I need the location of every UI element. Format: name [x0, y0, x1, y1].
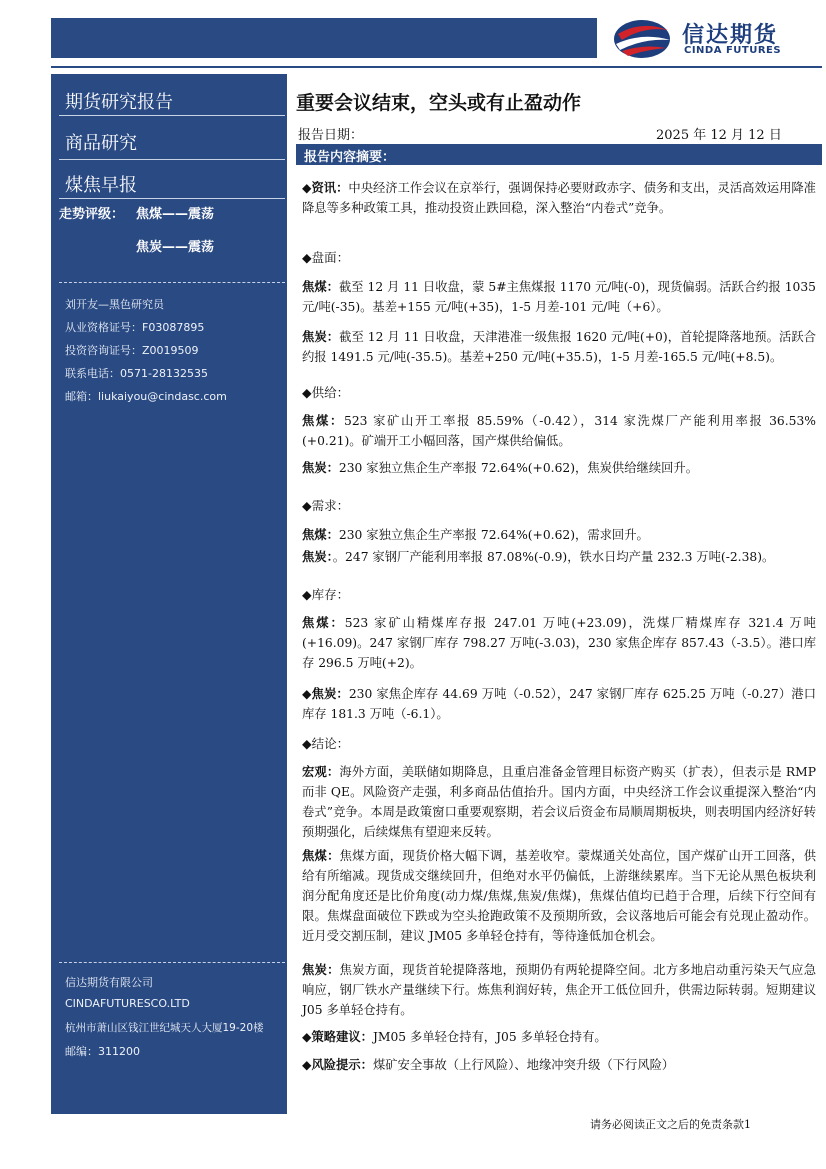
- header-divider: [51, 66, 822, 68]
- summary-heading: 报告内容摘要：: [304, 150, 396, 165]
- brand-name-en: CINDA FUTURES: [684, 45, 782, 56]
- report-date-label: 报告日期：: [298, 128, 364, 143]
- sidebar-divider: [59, 159, 285, 160]
- conclusion-coal-paragraph: 焦煤：焦煤方面，现货价格大幅下调，基差收窄。蒙煤通关处高位，国产煤矿山开工回落，供给有所缩减。现货成交继续回升，但绝对水平仍偏低，上游继续累库。当下无论从黑色板块利润分配角度还是比价角度(动力煤/焦煤,焦炭/焦煤)，焦煤估值均已趋于合理，后续下行空间有限。焦煤盘面破位下跌或为空头抢跑政策不及预期所致，会议落地后可能会有兑现止盈动作。近月受交割压制，建议 JM05 多单轻仓持有，等待逢低加仓机会。: [302, 848, 816, 943]
- sidebar-divider: [59, 282, 285, 284]
- sidebar-item-category: 商品研究: [65, 133, 137, 154]
- summary-heading-bar: [296, 144, 822, 165]
- sidebar-divider: [59, 962, 285, 964]
- demand-coal-paragraph: 焦煤：230 家独立焦企生产率报 72.64%(+0.62)，需求回升。: [302, 527, 649, 542]
- disclaimer-footer: 请务必阅读正文之后的免责条款1: [590, 1118, 751, 1131]
- risk-paragraph: ◆风险提示：煤矿安全事故（上行风险）、地缘冲突升级（下行风险）: [302, 1057, 675, 1072]
- report-title: 重要会议结束，空头或有止盈动作: [296, 92, 582, 114]
- company-name: 信达期货有限公司: [65, 976, 153, 989]
- inventory-coke-paragraph: ◆焦炭：230 家焦企库存 44.69 万吨（-0.52），247 家钢厂库存 625.25 万吨（-0.27）港口库存 181.3 万吨（-6.1）。: [302, 686, 817, 721]
- conclusion-coke-paragraph: 焦炭：焦炭方面，现货首轮提降落地，预期仍有两轮提降空间。北方多地启动重污染天气应急响应，钢厂铁水产量继续下行。炼焦利润好转，焦企开工低位回升，供需边际转弱。短期建议 J05 多单轻仓持有。: [302, 962, 816, 1017]
- market-coke-paragraph: 焦炭：截至 12 月 11 日收盘，天津港准一级焦报 1620 元/吨(+0)，首轮提降落地预。活跃合约报 1491.5 元/吨(-35.5)。基差+250 元/吨(+35.5)，1-5 月差-165.5 元/吨(+8.5)。: [302, 329, 816, 364]
- demand-coke-paragraph: 焦炭：。247 家钢厂产能利用率报 87.08%(-0.9)，铁水日均产量 232.3 万吨(-2.38)。: [302, 549, 775, 564]
- market-heading: ◆盘面：: [302, 250, 350, 265]
- report-date: 2025 年 12 月 12 日: [656, 128, 782, 143]
- strategy-paragraph: ◆策略建议：JM05 多单轻仓持有，J05 多单轻仓持有。: [302, 1029, 607, 1044]
- news-paragraph: ◆资讯：中央经济工作会议在京举行，强调保持必要财政赤字、债务和支出，灵活高效运用降准降息等多种政策工具，推动投资止跌回稳，深入整治“内卷式”竞争。: [302, 180, 816, 215]
- macro-paragraph: 宏观：海外方面，美联储如期降息，且重启准备金管理目标资产购买（扩表），但表示是 RMP 而非 QE。风险资产走强，利多商品估值抬升。国内方面，中央经济工作会议重提深入整治“内卷式”竞争。本周是政策窗口重要观察期，若会议后资金布局顺周期板块，则表明国内经济好转预期强化，后续煤焦有望迎来反转。: [302, 764, 816, 839]
- company-address: 杭州市萧山区钱江世纪城天人大厦19-20楼: [65, 1022, 264, 1034]
- sidebar-item-report-type: 期货研究报告: [65, 92, 173, 113]
- sidebar-divider: [59, 115, 285, 116]
- supply-coke-paragraph: 焦炭：230 家独立焦企生产率报 72.64%(+0.62)，焦炭供给继续回升。: [302, 460, 699, 475]
- cinda-logo-icon: [612, 18, 672, 60]
- contact-phone: 联系电话：0571-28132535: [65, 367, 208, 380]
- company-postcode: 邮编：311200: [65, 1045, 140, 1058]
- supply-coal-paragraph: 焦煤：523 家矿山开工率报 85.59%（-0.42），314 家洗煤厂产能利用率报 36.53%(+0.21)。矿端开工小幅回落，国产煤供给偏低。: [302, 413, 816, 448]
- sidebar: [51, 74, 287, 1114]
- company-logo: [612, 16, 812, 62]
- company-website: CINDAFUTURESCO.LTD: [65, 997, 190, 1010]
- supply-heading: ◆供给：: [302, 385, 350, 400]
- advisory-number: 投资咨询证号：Z0019509: [65, 344, 199, 357]
- analyst-name: 刘开友—黑色研究员: [65, 298, 164, 311]
- inventory-coal-paragraph: 焦煤：523 家矿山精煤库存报 247.01 万吨(+23.09)，洗煤厂精煤库存 321.4 万吨(+16.09)。247 家钢厂库存 798.27 万吨(-3.03)，230 家焦企库存 857.43（-3.5）。港口库存 296.5 万吨(+2)。: [302, 615, 816, 670]
- qualification-number: 从业资格证号：F03087895: [65, 321, 205, 334]
- sidebar-divider: [59, 198, 285, 199]
- brand-name-cn: 信达期货: [682, 23, 779, 48]
- header-bar: [51, 18, 597, 58]
- sidebar-item-report-name: 煤焦早报: [65, 175, 137, 196]
- conclusion-heading: ◆结论：: [302, 736, 350, 751]
- inventory-heading: ◆库存：: [302, 587, 350, 602]
- rating-coke: 焦炭——震荡: [136, 240, 215, 255]
- market-coal-paragraph: 焦煤：截至 12 月 11 日收盘，蒙 5#主焦煤报 1170 元/吨(-0)，现货偏弱。活跃合约报 1035 元/吨(-35)。基差+155 元/吨(+35)，1-5 月差-101 元/吨（+6）。: [302, 279, 816, 314]
- contact-email: 邮箱：liukaiyou@cindasc.com: [65, 390, 227, 403]
- rating-coking-coal: 焦煤——震荡: [136, 207, 215, 222]
- demand-heading: ◆需求：: [302, 498, 350, 513]
- rating-label: 走势评级：: [59, 207, 125, 222]
